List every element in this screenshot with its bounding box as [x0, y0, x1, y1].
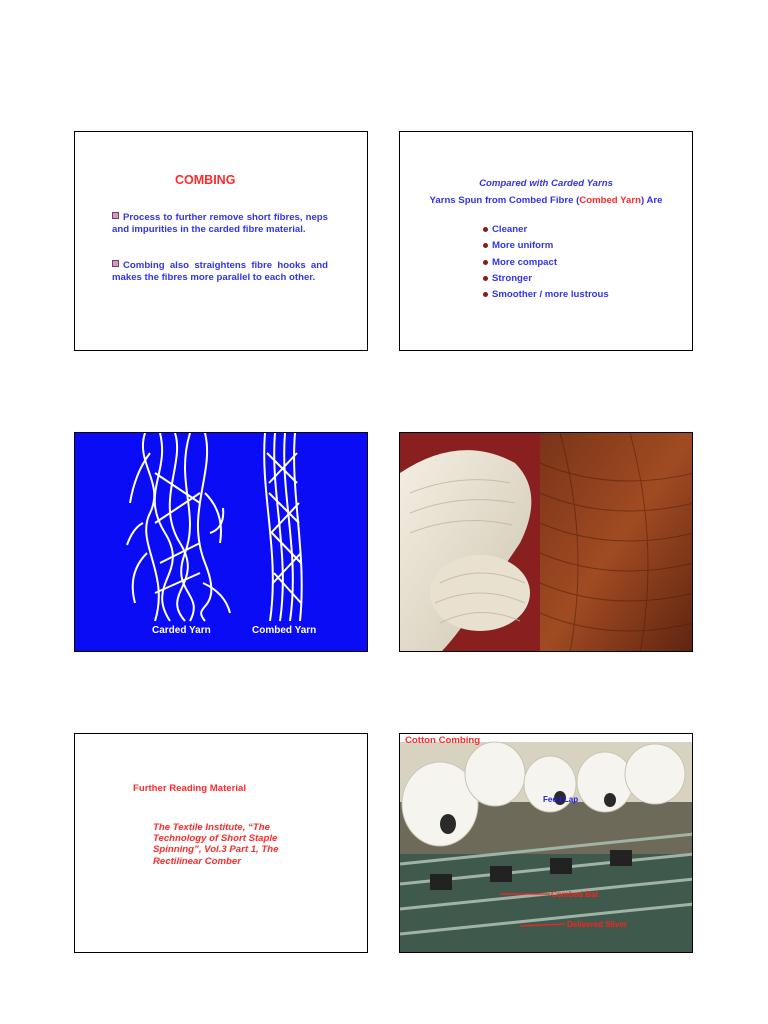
- heading-highlight: Combed Yarn: [579, 195, 641, 206]
- slide-further-reading: [74, 733, 368, 953]
- yarn-skeins-image: [400, 433, 693, 652]
- slide-title: COMBING: [175, 173, 236, 187]
- bullet-point: [112, 260, 328, 284]
- slide-heading: Further Reading Material: [133, 783, 247, 794]
- slide-subtitle: Compared with Carded Yarns: [479, 178, 613, 189]
- round-bullet-icon: [483, 243, 488, 248]
- list-item-label: Smoother / more lustrous: [492, 289, 609, 301]
- square-bullet-icon: [112, 260, 119, 267]
- label-delivered-sliver: Delivered Sliver: [567, 920, 628, 929]
- slide-yarn-skeins-photo: [399, 432, 693, 652]
- list-item: [483, 238, 609, 254]
- bullet-point: [112, 212, 328, 236]
- slide-title: Cotton Combing: [405, 735, 481, 746]
- list-item: [483, 222, 609, 238]
- yarn-structure-illustration: [75, 433, 368, 652]
- property-list: [483, 222, 609, 303]
- list-item: [483, 287, 609, 303]
- bullet-text: Process to further remove short fibres, neps and impurities in the carded fibre material.: [112, 212, 328, 235]
- slide-cotton-combing: [399, 733, 693, 953]
- comber-machine-image: [400, 734, 693, 953]
- list-item-label: Stronger: [492, 272, 532, 284]
- slide-heading: [400, 195, 692, 206]
- caption-carded-yarn: Carded Yarn: [152, 625, 211, 636]
- reference-citation: The Textile Institute, “The Technology of Short Staple Spinning”, Vol.3 Part 1, The Rectilinear Comber: [153, 822, 279, 867]
- square-bullet-icon: [112, 212, 119, 219]
- caption-combed-yarn: Combed Yarn: [252, 625, 317, 636]
- heading-text: Yarns Spun from Combed Fibre (: [429, 195, 580, 206]
- slide-combed-vs-carded: [399, 131, 693, 351]
- round-bullet-icon: [483, 227, 488, 232]
- list-item-label: Cleaner: [492, 224, 528, 235]
- round-bullet-icon: [483, 276, 488, 281]
- round-bullet-icon: [483, 292, 488, 297]
- slide-combing: [74, 131, 368, 351]
- label-feed-lap: Feed Lap: [543, 795, 579, 804]
- heading-text: ) Are: [640, 195, 663, 206]
- round-bullet-icon: [483, 260, 488, 265]
- list-item-label: More uniform: [492, 240, 554, 252]
- bullet-text: Combing also straightens fibre hooks and makes the fibres more parallel to each other.: [112, 260, 328, 283]
- label-combed-bat: Combed Bat: [551, 890, 599, 899]
- list-item: [483, 271, 609, 287]
- slide-yarn-comparison: [74, 432, 368, 652]
- list-item: [483, 255, 609, 271]
- list-item-label: More compact: [492, 256, 558, 268]
